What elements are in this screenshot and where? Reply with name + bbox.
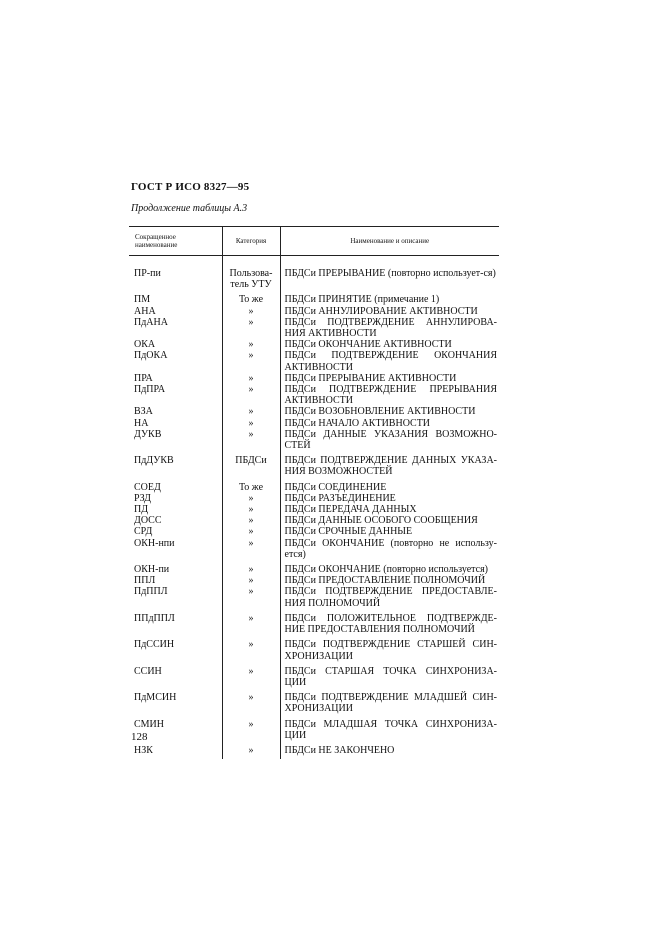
table-row	[129, 504, 499, 515]
table-row	[129, 575, 499, 586]
table-row	[129, 609, 499, 635]
table-caption: Продолжение таблицы А.3	[131, 203, 248, 214]
table-row	[129, 429, 499, 451]
table-row	[129, 662, 499, 688]
abbreviation-cell: АНА	[134, 305, 156, 317]
abbreviations-table	[129, 226, 499, 759]
description-cell: ПБДСи ПОДТВЕРЖДЕНИЕ ПРЕДОСТАВЛЕ-НИЯ ПОЛНОМОЧИЙ	[280, 586, 499, 608]
abbreviation-cell: ПР-пи	[134, 268, 161, 279]
table-body	[129, 256, 499, 760]
table-row	[129, 715, 499, 741]
table-row	[129, 688, 499, 714]
category-cell: »	[222, 715, 280, 741]
table-row	[129, 741, 499, 759]
description-cell: ПБДСи ПРИНЯТИЕ (примечание 1)	[280, 290, 499, 305]
category-cell: »	[222, 609, 280, 635]
description-cell: ПБДСи ПОДТВЕРЖДЕНИЕ АННУЛИРОВА-НИЯ АКТИВНОСТИ	[280, 317, 499, 339]
description-cell: ПБДСи СТАРШАЯ ТОЧКА СИНХРОНИЗА-ЦИИ	[280, 662, 499, 688]
description-cell: ПБДСи НЕ ЗАКОНЧЕНО	[280, 741, 499, 759]
table-row	[129, 478, 499, 493]
category-cell: »	[222, 418, 280, 429]
table-row	[129, 586, 499, 608]
category-cell: »	[222, 504, 280, 515]
category-cell: »	[222, 526, 280, 537]
category-cell: »	[222, 662, 280, 688]
description-cell: ПБДСи ПЕРЕДАЧА ДАННЫХ	[280, 504, 499, 515]
description-cell: ПБДСи СРОЧНЫЕ ДАННЫЕ	[280, 526, 499, 537]
abbreviation-cell: ОКН-нпи	[134, 537, 175, 549]
column-header-description: Наименование и описание	[280, 227, 499, 256]
category-cell: То же	[222, 290, 280, 305]
category-cell: ПБДСи	[222, 451, 280, 477]
description-cell: ПБДСи ПРЕДОСТАВЛЕНИЕ ПОЛНОМОЧИЙ	[280, 575, 499, 586]
description-cell: ПБДСи ПОДТВЕРЖДЕНИЕ ПРЕРЫВАНИЯ АКТИВНОСТИ	[280, 384, 499, 406]
table-row	[129, 493, 499, 504]
table-row	[129, 350, 499, 372]
category-cell: »	[222, 515, 280, 526]
table-spacer-row	[129, 256, 499, 269]
abbreviation-cell: ПД	[134, 504, 149, 516]
abbreviation-cell: ПдАНА	[134, 316, 168, 328]
category-cell: »	[222, 406, 280, 417]
description-cell: ПБДСи ОКОНЧАНИЕ (повторно используется)	[280, 560, 499, 575]
description-cell: ПБДСи ОКОНЧАНИЕ АКТИВНОСТИ	[280, 339, 499, 350]
category-cell: »	[222, 339, 280, 350]
table-row	[129, 635, 499, 661]
abbreviation-cell: СРД	[134, 526, 153, 538]
description-cell: ПБДСи ОКОНЧАНИЕ (повторно не использу-ется)	[280, 538, 499, 560]
table-row	[129, 560, 499, 575]
description-cell: ПБДСи ПОДТВЕРЖДЕНИЕ МЛАДШЕЙ СИН-ХРОНИЗАЦИИ	[280, 688, 499, 714]
abbreviation-cell: СМИН	[134, 718, 165, 730]
category-cell: »	[222, 635, 280, 661]
description-cell: ПБДСи ВОЗОБНОВЛЕНИЕ АКТИВНОСТИ	[280, 406, 499, 417]
table-header-row	[129, 227, 499, 256]
abbreviation-cell: ДУКВ	[134, 428, 162, 440]
abbreviation-cell: ВЗА	[134, 406, 153, 418]
description-cell: ПБДСи АННУЛИРОВАНИЕ АКТИВНОСТИ	[280, 306, 499, 317]
table-row	[129, 317, 499, 339]
table-row	[129, 406, 499, 417]
abbreviation-cell: ПдССИН	[134, 639, 175, 651]
description-cell: ПБДСи ДАННЫЕ ОСОБОГО СООБЩЕНИЯ	[280, 515, 499, 526]
abbreviation-cell: ППдППЛ	[134, 612, 175, 624]
table-row	[129, 451, 499, 477]
abbreviation-cell: ПдПРА	[134, 384, 166, 396]
table-row	[129, 418, 499, 429]
category-cell: Пользова-тель УТУ	[222, 268, 280, 290]
category-cell: »	[222, 586, 280, 608]
abbreviation-cell: ПдОКА	[134, 350, 168, 362]
document-header: ГОСТ Р ИСО 8327—95	[131, 181, 250, 193]
category-cell: »	[222, 373, 280, 384]
column-header-abbreviation: Сокращенное наименование	[129, 227, 222, 256]
description-cell: ПБДСи ПРЕРЫВАНИЕ АКТИВНОСТИ	[280, 373, 499, 384]
abbreviation-cell: РЗД	[134, 492, 151, 504]
table-row	[129, 306, 499, 317]
description-cell: ПБДСи ПОЛОЖИТЕЛЬНОЕ ПОДТВЕРЖДЕ-НИЕ ПРЕДОСТАВЛЕНИЯ ПОЛНОМОЧИЙ	[280, 609, 499, 635]
category-cell: »	[222, 429, 280, 451]
description-cell: ПБДСи НАЧАЛО АКТИВНОСТИ	[280, 418, 499, 429]
description-cell: ПБДСи СОЕДИНЕНИЕ	[280, 478, 499, 493]
table-row	[129, 373, 499, 384]
category-cell: »	[222, 688, 280, 714]
table-row	[129, 384, 499, 406]
page-number: 128	[131, 731, 148, 743]
table-row	[129, 515, 499, 526]
category-cell: »	[222, 493, 280, 504]
category-cell: »	[222, 317, 280, 339]
abbreviation-cell: ПРА	[134, 372, 153, 384]
category-cell: »	[222, 741, 280, 759]
abbreviation-cell: ПМ	[134, 294, 151, 306]
description-cell: ПБДСи ПОДТВЕРЖДЕНИЕ ДАННЫХ УКАЗА-НИЯ ВОЗМОЖНОСТЕЙ	[280, 451, 499, 477]
abbreviation-cell: ПдМСИН	[134, 692, 177, 704]
abbreviation-cell: ПдДУКВ	[134, 455, 174, 467]
category-cell: »	[222, 306, 280, 317]
description-cell: ПБДСи ПОДТВЕРЖДЕНИЕ ОКОНЧАНИЯ АКТИВНОСТИ	[280, 350, 499, 372]
abbreviation-cell: СОЕД	[134, 481, 161, 493]
abbreviation-cell: ППЛ	[134, 575, 156, 587]
column-header-category: Категория	[222, 227, 280, 256]
table-row	[129, 268, 499, 290]
table-row	[129, 339, 499, 350]
abbreviation-cell: ССИН	[134, 665, 162, 677]
table-row	[129, 538, 499, 560]
table-row	[129, 526, 499, 537]
abbreviation-cell: НА	[134, 417, 149, 429]
category-cell: То же	[222, 478, 280, 493]
table-row	[129, 290, 499, 305]
abbreviation-cell: ПдППЛ	[134, 586, 168, 598]
description-cell: ПБДСи ПОДТВЕРЖДЕНИЕ СТАРШЕЙ СИН-ХРОНИЗАЦИИ	[280, 635, 499, 661]
category-cell: »	[222, 350, 280, 372]
category-cell: »	[222, 560, 280, 575]
category-cell: »	[222, 384, 280, 406]
description-cell: ПБДСи РАЗЪЕДИНЕНИЕ	[280, 493, 499, 504]
category-cell: »	[222, 538, 280, 560]
description-cell: ПБДСи ПРЕРЫВАНИЕ (повторно использует-ся)	[280, 268, 499, 290]
abbreviation-cell: ОКН-пи	[134, 564, 170, 576]
abbreviation-cell: НЗК	[134, 744, 153, 756]
description-cell: ПБДСи ДАННЫЕ УКАЗАНИЯ ВОЗМОЖНО-СТЕЙ	[280, 429, 499, 451]
abbreviation-cell: ОКА	[134, 339, 156, 351]
description-cell: ПБДСи МЛАДШАЯ ТОЧКА СИНХРОНИЗА-ЦИИ	[280, 715, 499, 741]
category-cell: »	[222, 575, 280, 586]
abbreviation-cell: ДОСС	[134, 515, 162, 527]
